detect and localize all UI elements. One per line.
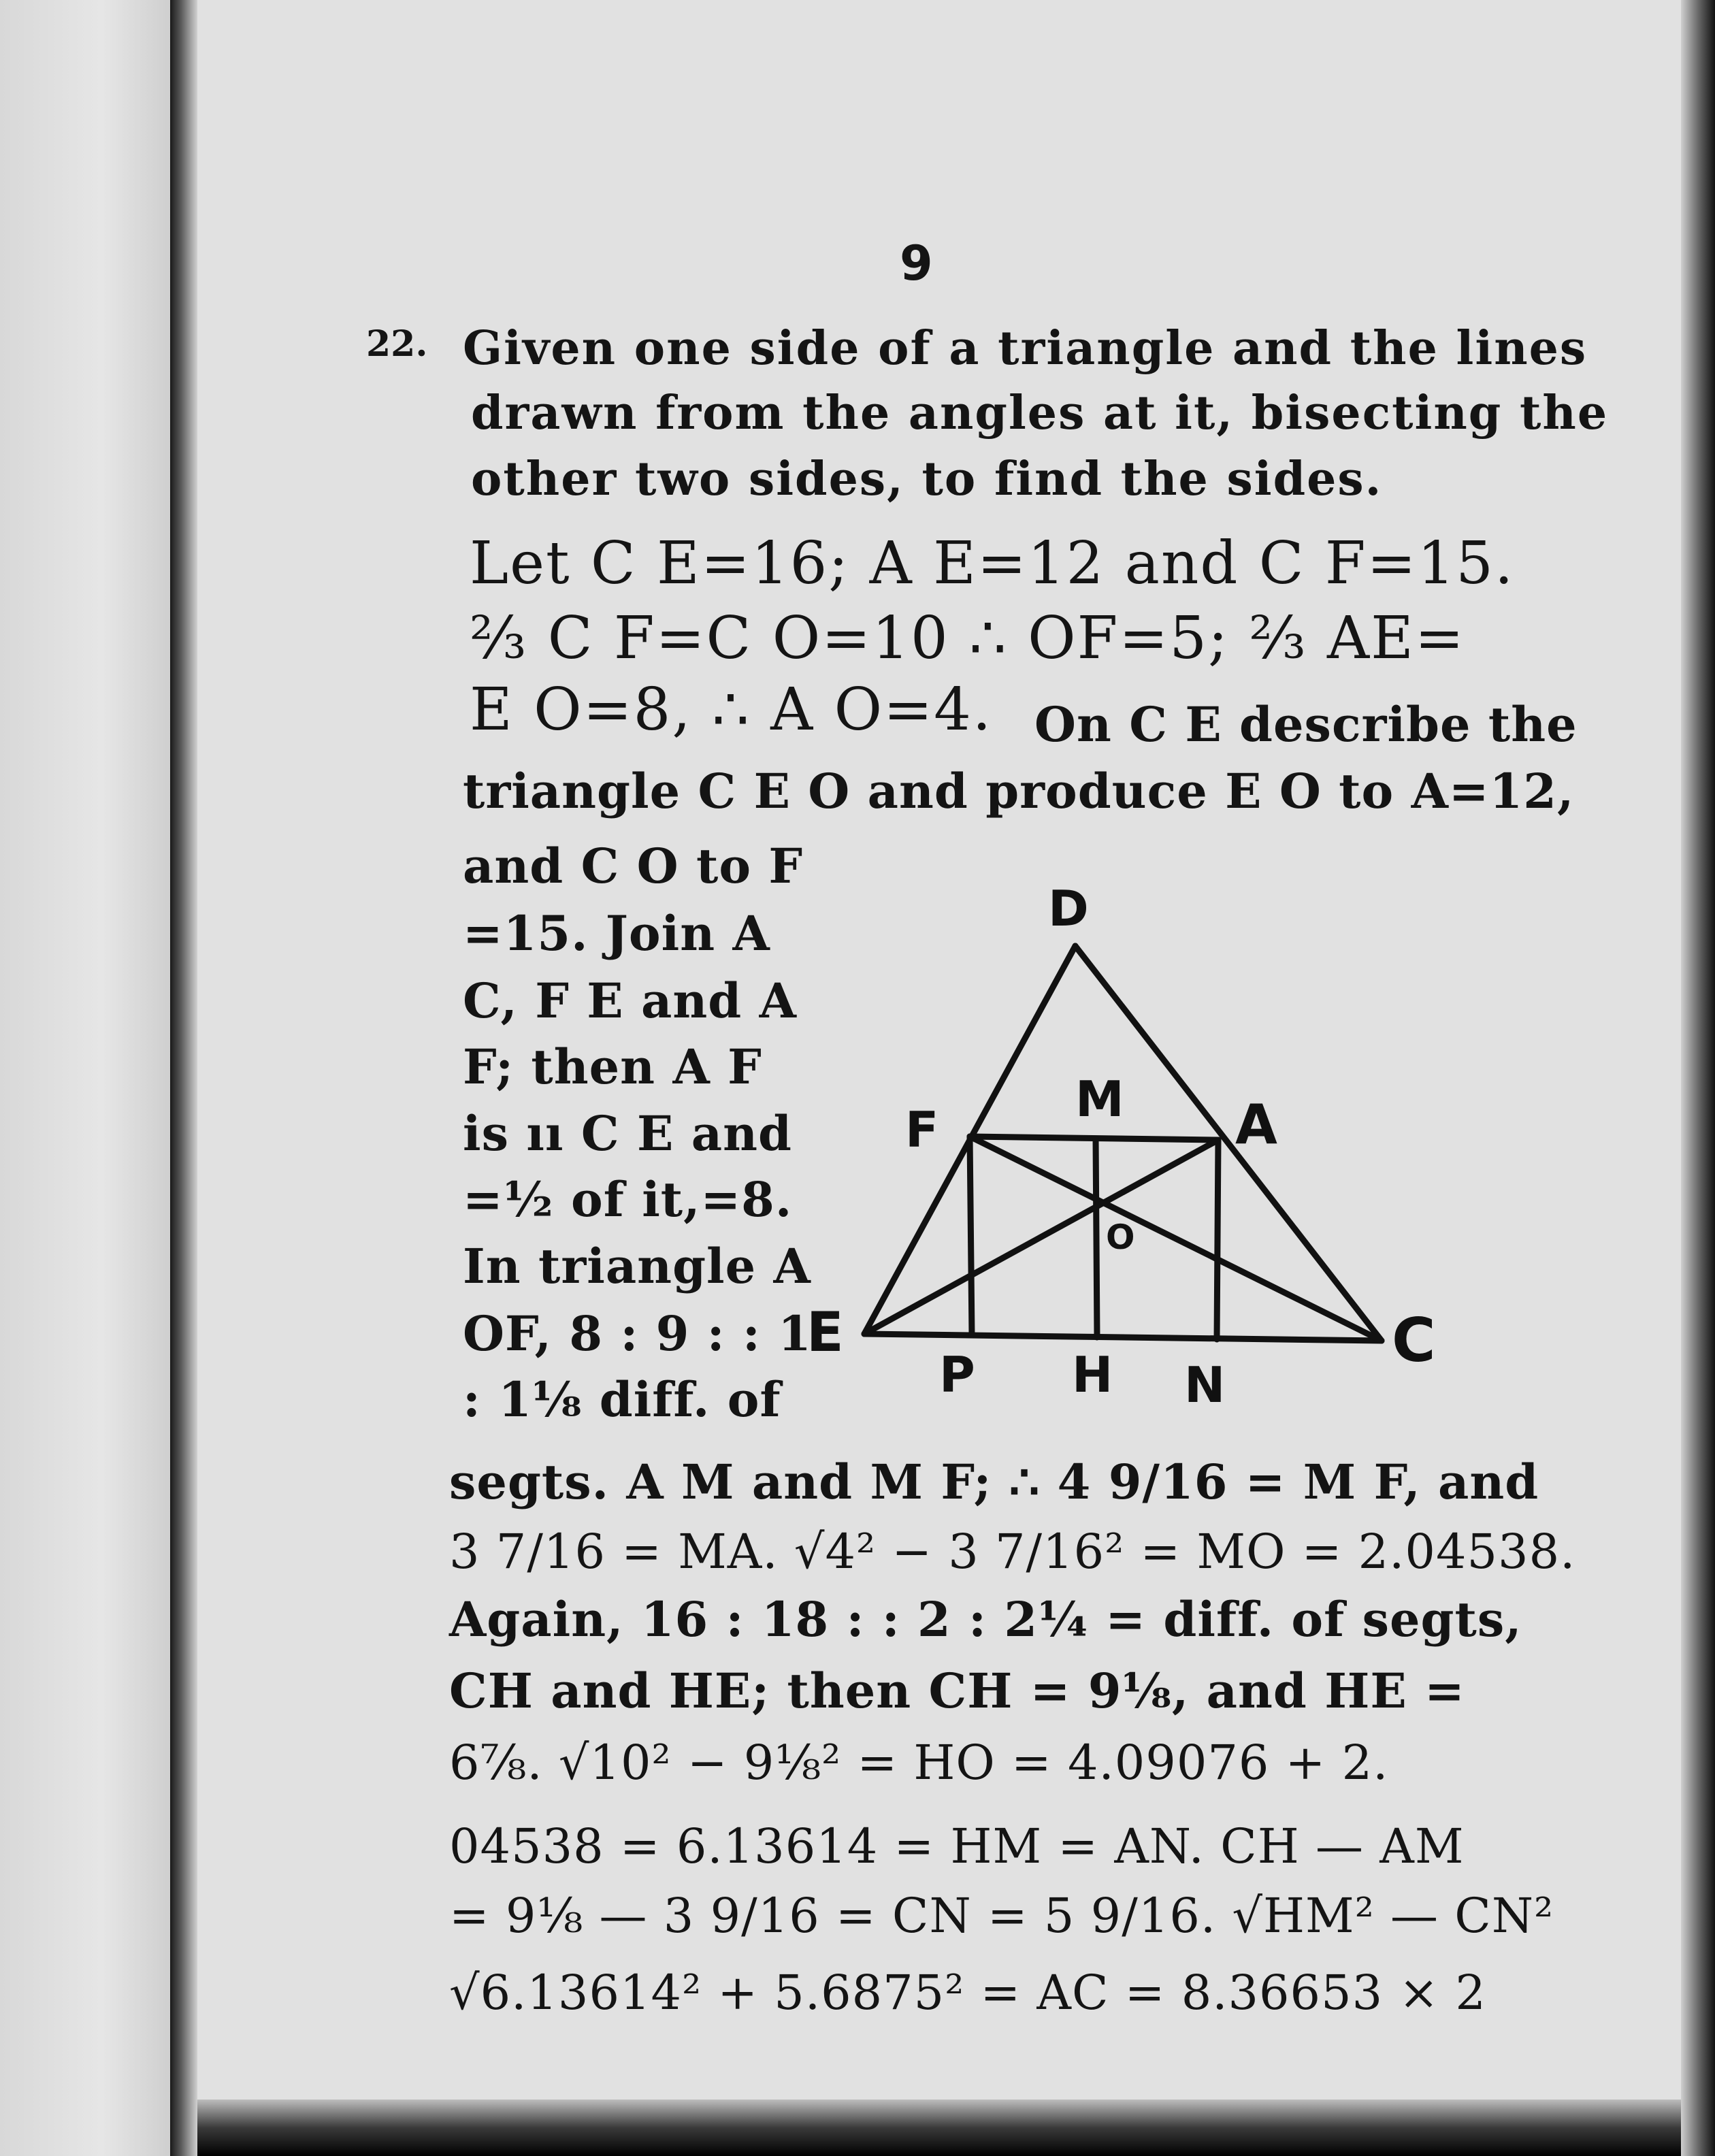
side-text-line-9: : 1⅛ diff. of <box>463 1371 781 1428</box>
problem-statement-line-2: drawn from the angles at it, bisecting the <box>471 386 1609 440</box>
label-C: C <box>1392 1305 1436 1375</box>
page-number: 9 <box>900 235 933 291</box>
side-text-line-2: =15. Join A <box>463 905 770 962</box>
label-A: A <box>1235 1093 1277 1156</box>
lower-line-8: √6.13614² + 5.6875² = AC = 8.36653 × 2 <box>449 1965 1486 2021</box>
label-D: D <box>1048 880 1089 937</box>
solution-line-3b: On C E describe the <box>1034 696 1578 753</box>
side-text-line-1: and C O to F <box>463 838 804 894</box>
book-gutter <box>170 0 197 2156</box>
triangle-diagram <box>803 864 1456 1436</box>
side-text-line-4: F; then A F <box>463 1039 762 1095</box>
label-E: E <box>806 1301 844 1364</box>
problem-statement-line-3: other two sides, to find the sides. <box>471 452 1383 506</box>
problem-statement-line-1: Given one side of a triangle and the lines <box>463 321 1588 376</box>
problem-number: 22. <box>366 323 428 365</box>
solution-line-2: ⅔ C F=C O=10 ∴ OF=5; ⅔ AE= <box>470 604 1465 672</box>
solution-line-1: Let C E=16; A E=12 and C F=15. <box>470 529 1515 598</box>
lower-line-1: segts. A M and M F; ∴ 4 9/16 = M F, and <box>449 1454 1539 1510</box>
facing-page-edge <box>0 0 170 2156</box>
line-A-N <box>1217 1140 1218 1339</box>
label-P: P <box>939 1346 975 1403</box>
line-F-P <box>970 1137 972 1335</box>
line-F-C <box>970 1137 1382 1341</box>
line-D-C <box>1075 946 1382 1341</box>
lower-line-4: CH and HE; then CH = 9⅛, and HE = <box>449 1663 1465 1719</box>
side-text-line-7: In triangle A <box>463 1238 811 1294</box>
lower-line-6: 04538 = 6.13614 = HM = AN. CH — AM <box>449 1818 1465 1874</box>
label-H: H <box>1072 1346 1113 1403</box>
side-text-line-8: OF, 8 : 9 : : 1 <box>463 1305 812 1362</box>
lower-line-2: 3 7/16 = MA. √4² − 3 7/16² = MO = 2.04538. <box>449 1524 1576 1580</box>
solution-line-3: E O=8, ∴ A O=4. <box>470 676 993 744</box>
label-N: N <box>1184 1356 1226 1414</box>
line-E-C <box>864 1334 1382 1341</box>
lower-line-7: = 9⅛ — 3 9/16 = CN = 5 9/16. √HM² — CN² <box>449 1888 1554 1944</box>
lower-line-3: Again, 16 : 18 : : 2 : 2¼ = diff. of segts, <box>449 1591 1522 1648</box>
side-text-line-5: is ıı C E and <box>463 1105 792 1162</box>
side-text-line-3: C, F E and A <box>463 973 797 1029</box>
lower-line-5: 6⅞. √10² − 9⅛² = HO = 4.09076 + 2. <box>449 1735 1389 1791</box>
solution-line-4: triangle C E O and produce E O to A=12, <box>463 763 1575 819</box>
line-M-H <box>1096 1139 1097 1337</box>
page-right-edge <box>1681 0 1715 2156</box>
page-bottom-edge <box>197 2100 1681 2156</box>
label-O: O <box>1106 1218 1135 1257</box>
label-F: F <box>905 1101 939 1158</box>
side-text-line-6: =½ of it,=8. <box>463 1171 793 1228</box>
label-M: M <box>1075 1071 1124 1128</box>
